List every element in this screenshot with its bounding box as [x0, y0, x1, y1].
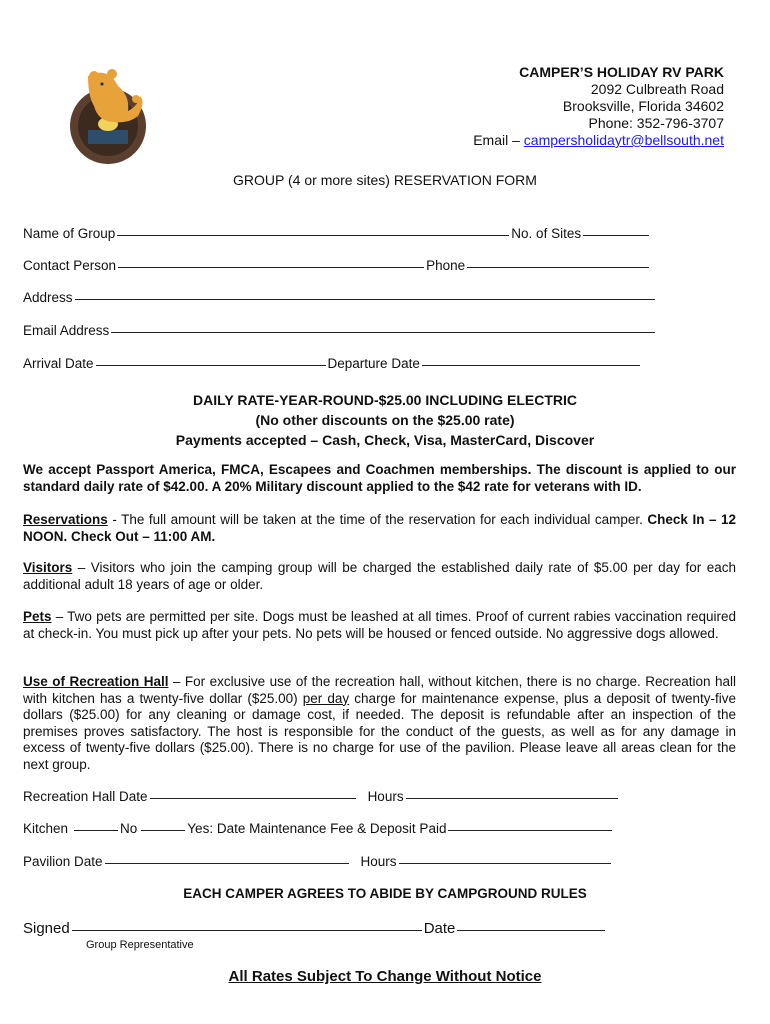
phone-label: Phone — [426, 258, 466, 273]
date-label: Date — [423, 920, 456, 937]
departure-date-blank[interactable] — [422, 364, 640, 366]
recreation-hall-heading: Use of Recreation Hall — [23, 674, 169, 689]
address-line-2: Brooksville, Florida 34602 — [562, 98, 724, 114]
visitors-paragraph — [23, 560, 736, 593]
pavilion-hours-label: Hours — [360, 854, 397, 869]
rec-hall-hours-label: Hours — [367, 789, 404, 804]
group-name-row — [23, 226, 663, 241]
pavilion-row — [23, 854, 663, 869]
visitors-heading: Visitors — [23, 560, 73, 575]
visitors-text: – Visitors who join the camping group will be charged the established daily rate of $5.00 per day for each additional adult 18 years of age or older. — [23, 560, 736, 592]
park-name: CAMPER’S HOLIDAY RV PARK — [519, 64, 724, 80]
pavilion-date-label: Pavilion Date — [23, 854, 103, 869]
reservations-paragraph — [23, 512, 736, 545]
phone-line: Phone: 352-796-3707 — [588, 115, 724, 131]
dates-row — [23, 356, 663, 371]
checkin-text: Check In – 12 NOON. Check Out – 11:00 AM. — [23, 512, 737, 544]
pets-heading: Pets — [23, 609, 52, 624]
payments-line: Payments accepted – Cash, Check, Visa, MasterCard, Discover — [175, 432, 595, 448]
kitchen-no-label: No — [120, 821, 138, 836]
no-of-sites-blank[interactable] — [583, 234, 649, 236]
rates-block — [0, 390, 770, 450]
park-header — [473, 64, 724, 149]
email-link[interactable]: campersholidaytr@bellsouth.net — [523, 132, 724, 148]
arrival-date-blank[interactable] — [96, 364, 326, 366]
name-of-group-label: Name of Group — [23, 226, 116, 241]
name-of-group-blank[interactable] — [117, 234, 509, 236]
rec-hall-hours-blank[interactable] — [406, 797, 618, 799]
kitchen-row — [23, 821, 663, 836]
reservations-text: - The full amount will be taken at the time of the reservation for each individual camper. — [107, 512, 648, 527]
contact-row — [23, 258, 663, 273]
departure-date-label: Departure Date — [327, 356, 420, 371]
reservations-heading: Reservations — [23, 512, 108, 527]
rec-hall-date-blank[interactable] — [150, 797, 356, 799]
signature-row — [23, 920, 623, 937]
email-address-label: Email Address — [23, 323, 110, 338]
pavilion-date-blank[interactable] — [105, 862, 349, 864]
kitchen-yes-label: Yes: Date Maintenance Fee & Deposit Paid — [187, 821, 447, 836]
recreation-hall-paragraph — [23, 674, 736, 773]
kitchen-yes-blank[interactable] — [141, 829, 185, 831]
memberships-paragraph: We accept Passport America, FMCA, Escapees and Coachmen memberships. The discount is applied to our standard daily rate of $42.00. A 20% Military discount applied to the $42 rate for veterans with ID. — [23, 462, 736, 494]
pavilion-hours-blank[interactable] — [399, 862, 611, 864]
arrival-date-label: Arrival Date — [23, 356, 94, 371]
email-prefix: Email – — [473, 132, 524, 148]
signed-label: Signed — [23, 920, 70, 937]
rec-hall-date-label: Recreation Hall Date — [23, 789, 148, 804]
kitchen-no-blank[interactable] — [74, 829, 118, 831]
email-row — [23, 323, 663, 338]
address-row — [23, 290, 663, 305]
address-label: Address — [23, 290, 73, 305]
signature-date-blank[interactable] — [457, 929, 605, 931]
rates-notice: All Rates Subject To Change Without Notice — [228, 968, 542, 985]
no-of-sites-label: No. of Sites — [511, 226, 582, 241]
pets-text: – Two pets are permitted per site. Dogs must be leashed at all times. Proof of current rabies vaccination required at check-in. You must pick up after your pets. No pets will be housed or fenced outside. No aggressive dogs allowed. — [23, 609, 736, 641]
address-blank[interactable] — [75, 298, 655, 300]
contact-person-blank[interactable] — [118, 266, 424, 268]
daily-rate-line: DAILY RATE-YEAR-ROUND-$25.00 INCLUDING ELECTRIC — [192, 392, 577, 408]
phone-blank[interactable] — [467, 266, 649, 268]
recreation-hall-text-1: – For exclusive use of the recreation hall, without kitchen, there is no charge. Recreation hall with kitchen has a twenty-five dollar ($25.00) — [23, 674, 736, 706]
form-title: GROUP (4 or more sites) RESERVATION FORM — [233, 172, 537, 188]
email-address-blank[interactable] — [111, 331, 655, 333]
campground-rules-line: EACH CAMPER AGREES TO ABIDE BY CAMPGROUND RULES — [183, 886, 587, 901]
kitchen-label: Kitchen — [23, 821, 69, 836]
rec-hall-row — [23, 789, 663, 804]
pets-paragraph — [23, 609, 736, 642]
per-day-text: per day — [302, 690, 350, 706]
bear-logo — [58, 66, 158, 166]
group-representative-caption: Group Representative — [86, 939, 194, 951]
fee-paid-blank[interactable] — [448, 829, 612, 831]
no-discount-line: (No other discounts on the $25.00 rate) — [255, 412, 515, 428]
address-line-1: 2092 Culbreath Road — [590, 81, 724, 97]
recreation-hall-text-2: charge for maintenance expense, plus a deposit of twenty-five dollars ($25.00) for any cleaning or damage cost, if needed. The deposit is refundable after an inspection of the premises proves satisfactory. The host is responsible for the conduct of the guests, as well as for any damage in excess of twenty-five dollars ($25.00). There is no charge for use of the pavilion. Please leave all areas clean for the next group. — [23, 690, 737, 772]
signature-blank[interactable] — [72, 929, 422, 931]
contact-person-label: Contact Person — [23, 258, 117, 273]
email-line — [473, 132, 724, 149]
